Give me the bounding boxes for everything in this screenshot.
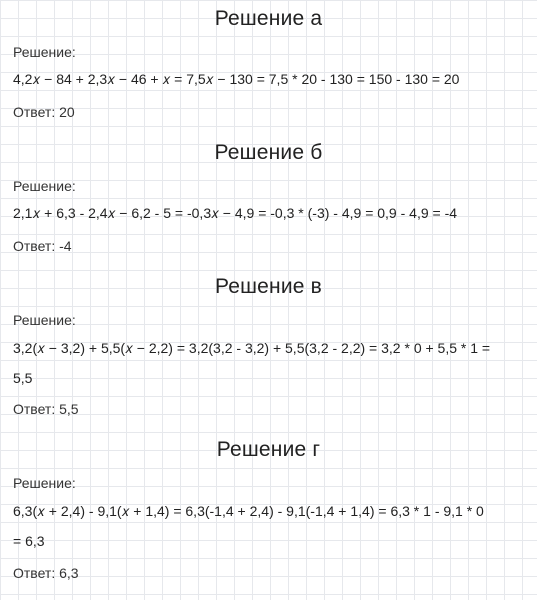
section-b-answer: Ответ: -4 (13, 238, 72, 254)
section-v-answer: Ответ: 5,5 (13, 401, 79, 417)
section-b-solution-label: Решение: (13, 178, 76, 194)
section-v-solution-label: Решение: (13, 312, 76, 328)
section-g-equation-line-2: = 6,3 (13, 533, 45, 549)
section-v-title: Решение в (214, 275, 323, 298)
section-a-solution-label: Решение: (13, 44, 76, 60)
section-a-answer: Ответ: 20 (13, 104, 75, 120)
section-a-equation-line-1: 4,2𝑥 − 84 + 2,3𝑥 − 46 + 𝑥 = 7,5𝑥 − 130 = 7,5 * 20 - 130 = 150 - 130 = 20 (13, 71, 460, 87)
section-g-title: Решение г (216, 438, 321, 461)
section-g-equation-line-1: 6,3(𝑥 + 2,4) - 9,1(𝑥 + 1,4) = 6,3(-1,4 + 2,4) - 9,1(-1,4 + 1,4) = 6,3 * 1 - 9,1 * 0 (13, 503, 484, 519)
section-v-equation-line-2: 5,5 (13, 370, 33, 386)
section-b-equation-line-1: 2,1𝑥 + 6,3 - 2,4𝑥 − 6,2 - 5 = -0,3𝑥 − 4,9 = -0,3 * (-3) - 4,9 = 0,9 - 4,9 = -4 (13, 205, 458, 221)
section-a-title: Решение а (214, 7, 323, 30)
section-g-solution-label: Решение: (13, 475, 76, 491)
section-v-equation-line-1: 3,2(𝑥 − 3,2) + 5,5(𝑥 − 2,2) = 3,2(3,2 - 3,2) + 5,5(3,2 - 2,2) = 3,2 * 0 + 5,5 * 1 = (13, 340, 491, 356)
section-g-answer: Ответ: 6,3 (13, 565, 79, 581)
section-b-title: Решение б (214, 141, 323, 164)
